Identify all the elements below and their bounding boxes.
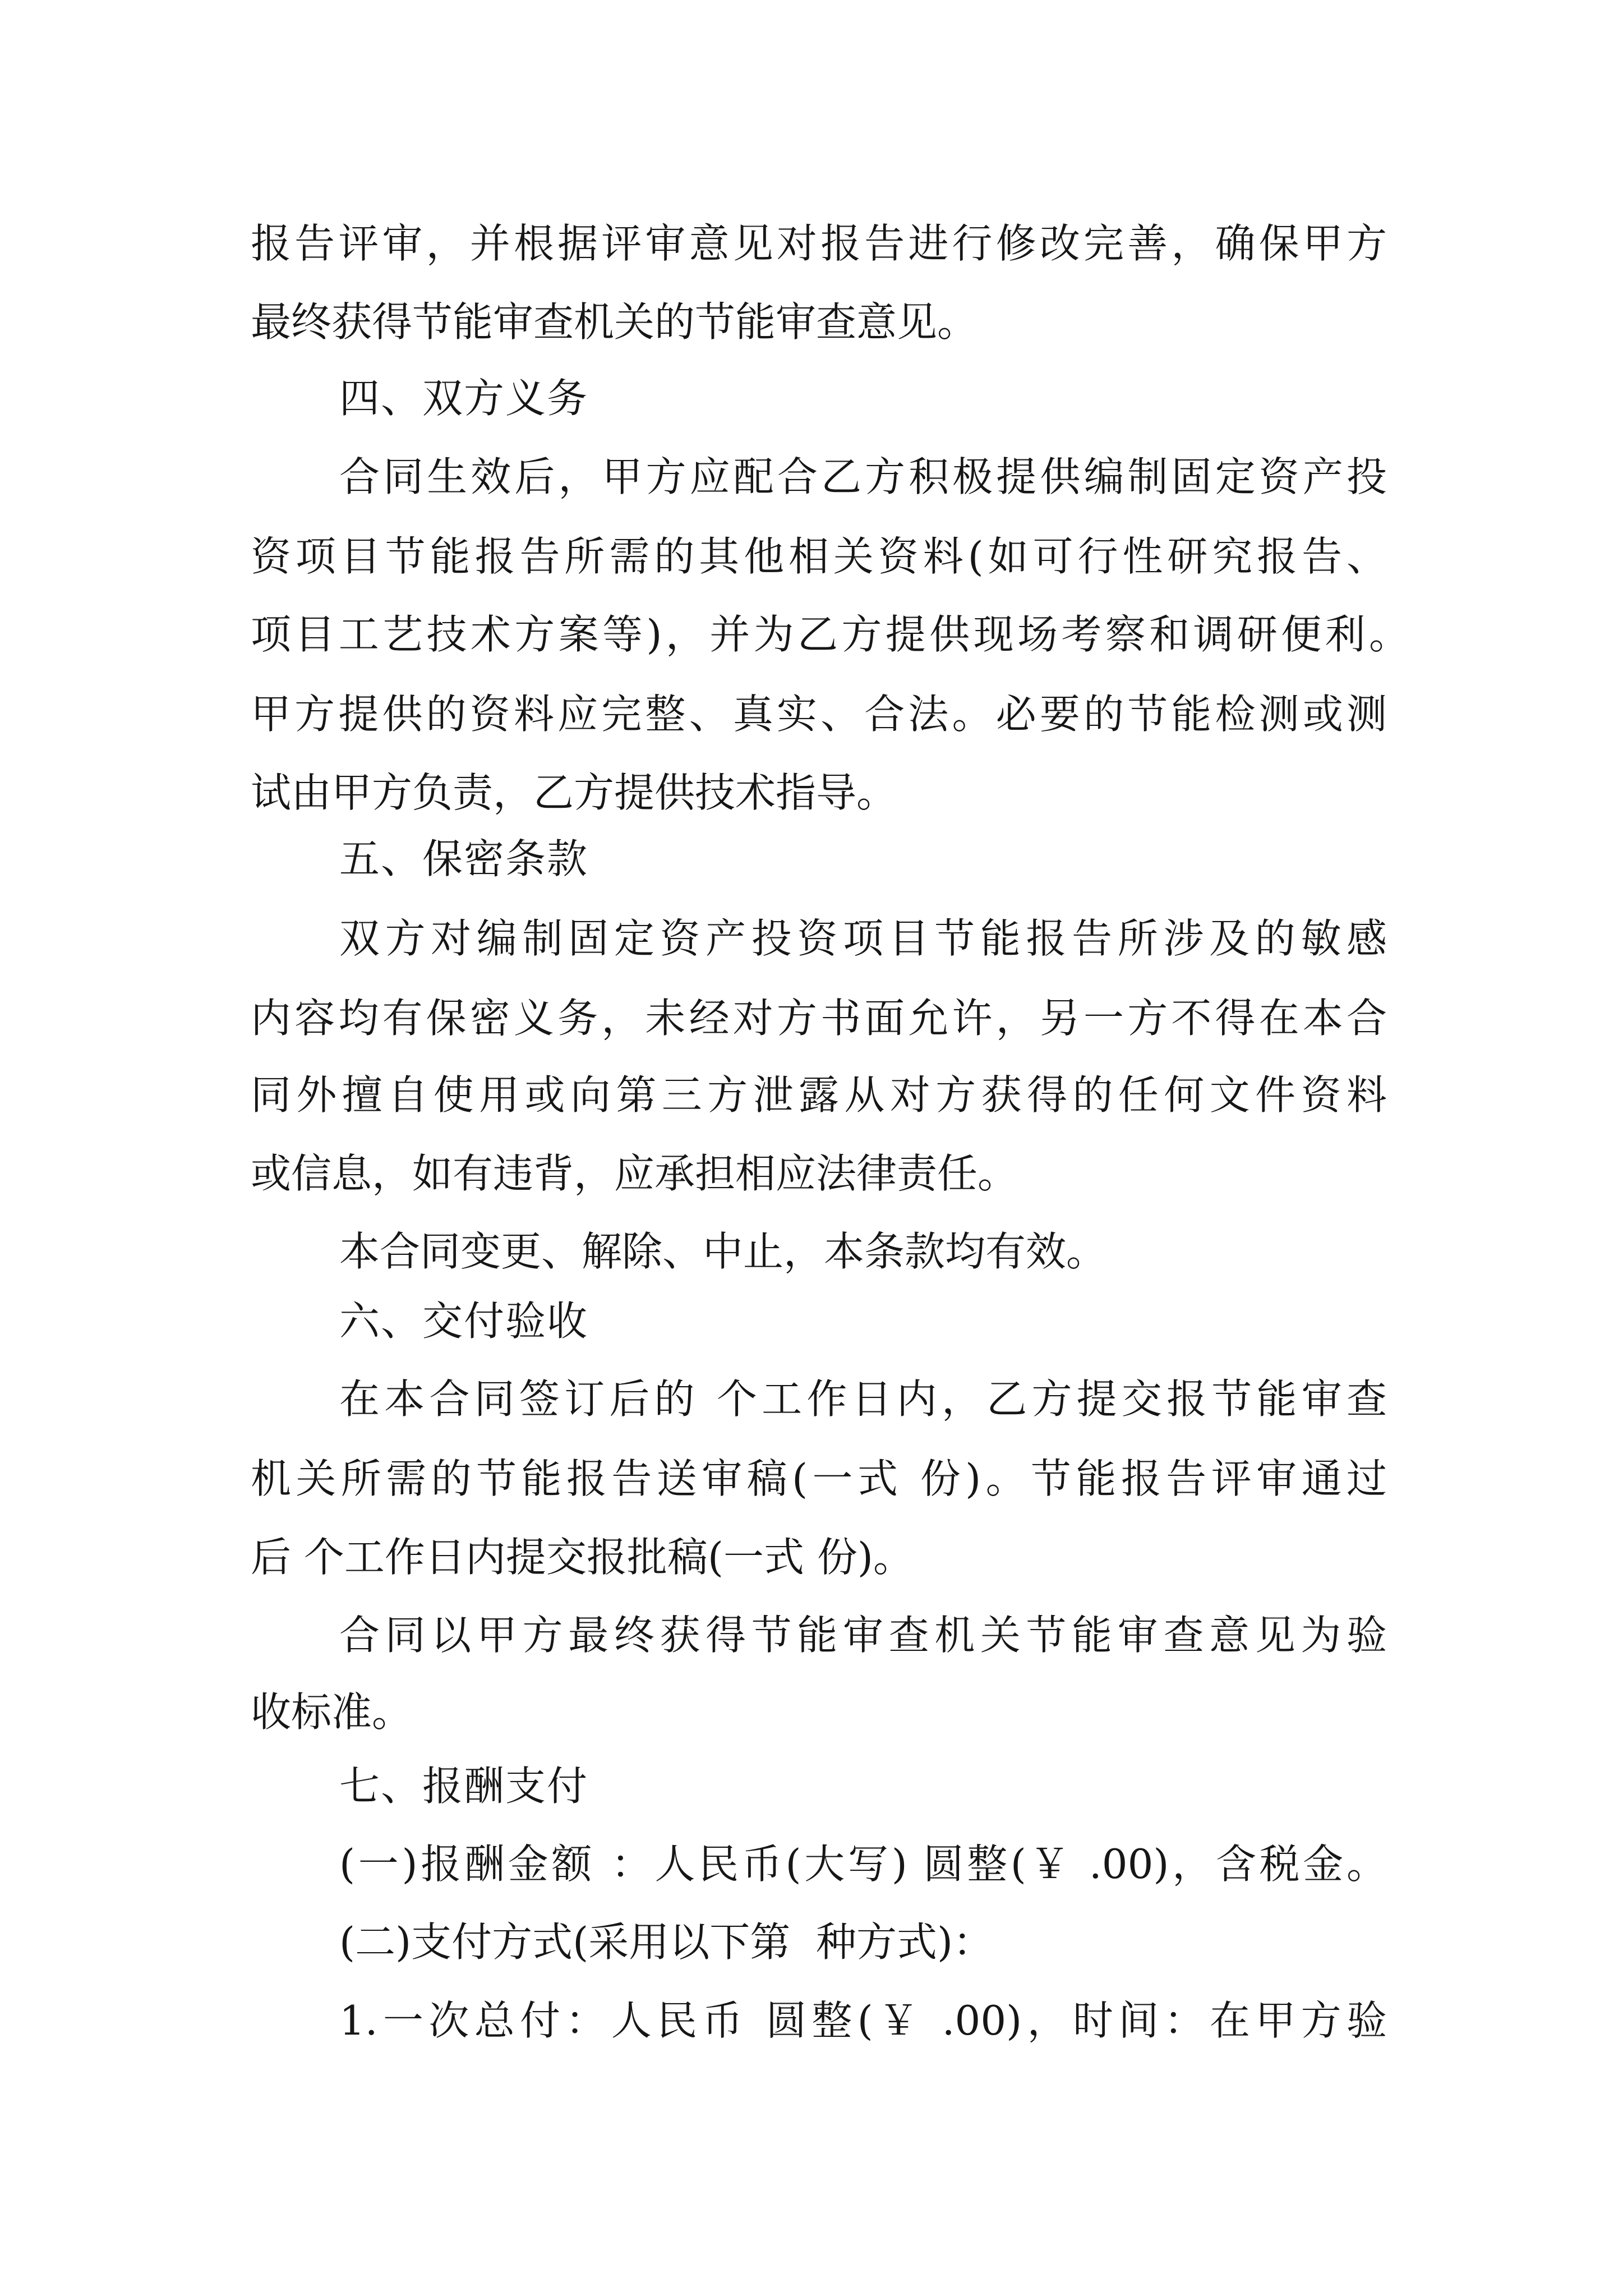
- paragraph-line: 合同生效后，甲方应配合乙方积极提供编制固定资产投: [339, 453, 1387, 500]
- section-heading: 六、交付验收: [339, 1297, 589, 1345]
- payment-amount-line: (一)报酬金额 ：人民币(大写) 圆整(￥ .00)，含税金。: [339, 1841, 1387, 1888]
- paragraph-line: 同外擅自使用或向第三方泄露从对方获得的任何文件资料: [251, 1071, 1387, 1119]
- paragraph-line: 内容均有保密义务，未经对方书面允许，另一方不得在本合: [251, 995, 1387, 1042]
- paragraph-line: 最终获得节能审查机关的节能审查意见。: [251, 298, 978, 346]
- paragraph-line: 报告评审，并根据评审意见对报告进行修改完善，确保甲方: [251, 220, 1387, 267]
- paragraph-line: 后 个工作日内提交报批稿(一式 份)。: [251, 1534, 914, 1581]
- paragraph-line: 在本合同签订后的 个工作日内，乙方提交报节能审查: [339, 1375, 1387, 1423]
- paragraph-line: 本合同变更、解除、中止，本条款均有效。: [339, 1228, 1107, 1275]
- paragraph-line: 收标准。: [251, 1688, 413, 1736]
- section-heading: 四、双方义务: [339, 375, 589, 422]
- paragraph-line: 合同以甲方最终获得节能审查机关节能审查意见为验: [339, 1612, 1387, 1659]
- paragraph-line: 或信息，如有违背，应承担相应法律责任。: [251, 1150, 1018, 1197]
- paragraph-line: 双方对编制固定资产投资项目节能报告所涉及的敏感: [339, 915, 1387, 962]
- paragraph-line: 机关所需的节能报告送审稿(一式 份)。节能报告评审通过: [251, 1455, 1387, 1502]
- paragraph-line: 项目工艺技术方案等)，并为乙方提供现场考察和调研便利。: [251, 611, 1409, 658]
- section-heading: 七、报酬支付: [339, 1763, 589, 1810]
- payment-method-line: (二)支付方式(采用以下第 种方式)：: [339, 1918, 994, 1966]
- section-heading: 五、保密条款: [339, 835, 589, 882]
- paragraph-line: 试由甲方负责，乙方提供技术指导。: [251, 769, 897, 816]
- paragraph-line: 资项目节能报告所需的其他相关资料(如可行性研究报告、: [251, 533, 1387, 580]
- paragraph-line: 甲方提供的资料应完整、真实、合法。必要的节能检测或测: [251, 691, 1387, 738]
- payment-option-line: 1.一次总付：人民币 圆整(￥ .00)，时间：在甲方验: [339, 1997, 1387, 2044]
